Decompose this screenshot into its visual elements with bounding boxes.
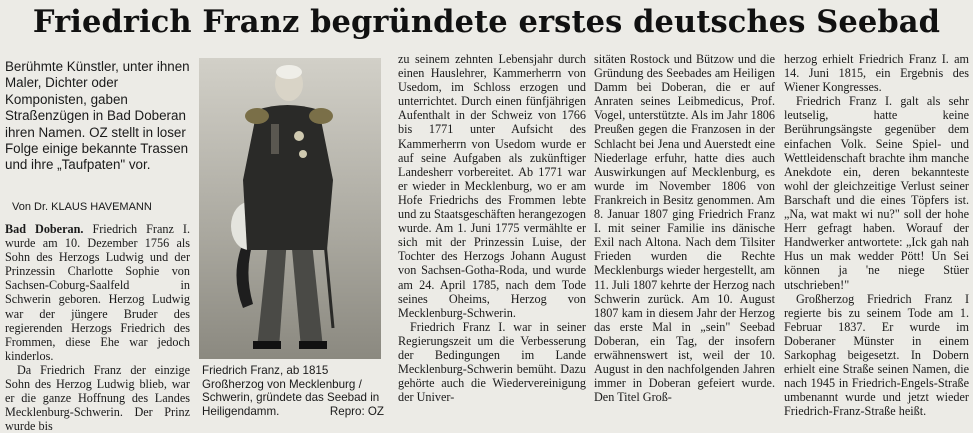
- byline: Von Dr. KLAUS HAVEMANN: [12, 201, 152, 213]
- paragraph: Friedrich Franz I. war in seiner Regierungszeit um die Verbesserung der Bedingungen im Lande Mecklenburg-Schwerin bemüht. Dazu gehörte auch die Wiedervereinigung der Univer-: [398, 319, 586, 405]
- dateline: Bad Doberan.: [5, 222, 84, 236]
- paragraph: zu seinem zehnten Lebensjahr durch einen Hauslehrer, Kammerherrn von Usedom, im Schloss erzogen und unterrichtet. Durch einen fünfjährigen Aufenthalt in der Schweiz von 1766 bis 1771 unter Aufsicht des Kammerherrn von Usedom wurde er auf seine Aufgaben als zukünftiger Landesherr vorbereitet. Ab 1771 war er wieder in Mecklenburg, wo er am Hofe Friedrichs des Frommen lebte und zu Staatsgeschäften herangezogen wurde. Am 1. Juni 1775 vermählte er sich mit der Prinzessin Luise, der Tochter des Herzogs Johann August von Sachsen-Gotha-Roda, und wurde am 24. April 1785, nach dem Tode seines Oheims, Herzog von Mecklenburg-Schwerin.: [398, 52, 586, 320]
- column-3: [398, 52, 586, 404]
- column-5: [784, 52, 969, 418]
- photo-credit: Repro: OZ: [329, 404, 384, 418]
- caption-text: Friedrich Franz, ab 1815 Großherzog von Mecklenburg / Schwerin, gründete das Seebad in Heiligendamm.: [202, 364, 380, 418]
- paragraph-text: Friedrich Franz I. wurde am 10. Dezember 1756 als Sohn des Herzogs Ludwig und der Prinzessin Charlotte Sophie von Sachsen-Coburg-Saalfeld in Schwerin geboren. Herzog Ludwig war der jüngere Bruder des regierenden Herzogs Friedrich des Frommen, diese Ehe war jedoch kinderlos.: [5, 222, 190, 363]
- paragraph: herzog erhielt Friedrich Franz I. am 14. Juni 1815, ein Ergebnis des Wiener Kongresses.: [784, 52, 969, 95]
- paragraph: sitäten Rostock und Bützow und die Gründung des Seebades am Heiligen Damm bei Doberan, die er auf Anraten seines Leibmedicus, Prof. Vogel, unterstützte. Als im Jahr 1806 Preußen gegen die Franzosen in der Schlacht bei Jena und Auerstedt eine Niederlage erfuhr, hatte dies auch Auswirkungen auf Mecklenburg, es wurde im November 1806 von Frankreich in Besitz genommen. Am 8. Januar 1807 ging Friedrich Franz I. mit seiner Familie ins dänische Exil nach Altona. Nach dem Tilsiter Frieden wurden die Rechte Mecklenburgs wieder hergestellt, am 11. Juli 1807 kehrte der Herzog nach Schwerin zurück. Am 10. August 1807 kam in diesem Jahr der Herzog das erste Mal in „sein" Seebad Doberan, ein Tag, der insofern erwähnenswert ist, weil der 10. August in den nachfolgenden Jahren immer in Doberan gefeiert wurde. Den Titel Groß-: [594, 52, 775, 405]
- portrait-figure-icon: [199, 58, 381, 359]
- photo-caption: [202, 364, 384, 418]
- paragraph: Da Friedrich Franz der einzige Sohn des Herzog Ludwig blieb, war er die ganze Hoffnung des Landes Mecklenburg-Schwerin. Der Prinz wurde bis: [5, 362, 190, 433]
- portrait-photo: [199, 58, 381, 359]
- paragraph: Friedrich Franz I. galt als sehr leutselig, hatte keine Berührungsängste gegenüber dem einfachen Volk. Seine Spiel- und Wettleidenschaft brachte ihm manche Anekdote ein, deren bekannteste wohl der gleichzeitige Verlust seiner Barschaft und die eines Töpfers ist. „Na, wat makt wi nu?" soll der hohe Herr gefragt haben. Worauf der Handwerker antwortete: „Ick gah nah Hus un mak wedder Pött! Un Sei können ja 'ne niege Stüer utschrieben!": [784, 94, 969, 292]
- paragraph: [5, 222, 190, 363]
- headline: Friedrich Franz begründete erstes deutsches Seebad: [32, 4, 941, 40]
- column-4: [594, 52, 775, 404]
- paragraph: Großherzog Friedrich Franz I regierte bis zu seinem Tode am 1. Februar 1837. Er wurde im Doberaner Münster in einem Sarkophag beigesetzt. In Dobern erhielt eine Straße seinen Namen, die nach 1945 in Friedrich-Engels-Straße umbenannt wurde und jetzt wieder Friedrich-Franz-Straße heißt.: [784, 291, 969, 419]
- column-1: [5, 222, 190, 433]
- intro-text: Berühmte Künstler, unter ihnen Maler, Dichter oder Komponisten, gaben Straßenzügen in Bad Doberan ihren Namen. OZ stellt in loser Folge einige bekannte Trassen und ihre „Taufpaten" vor.: [5, 59, 190, 173]
